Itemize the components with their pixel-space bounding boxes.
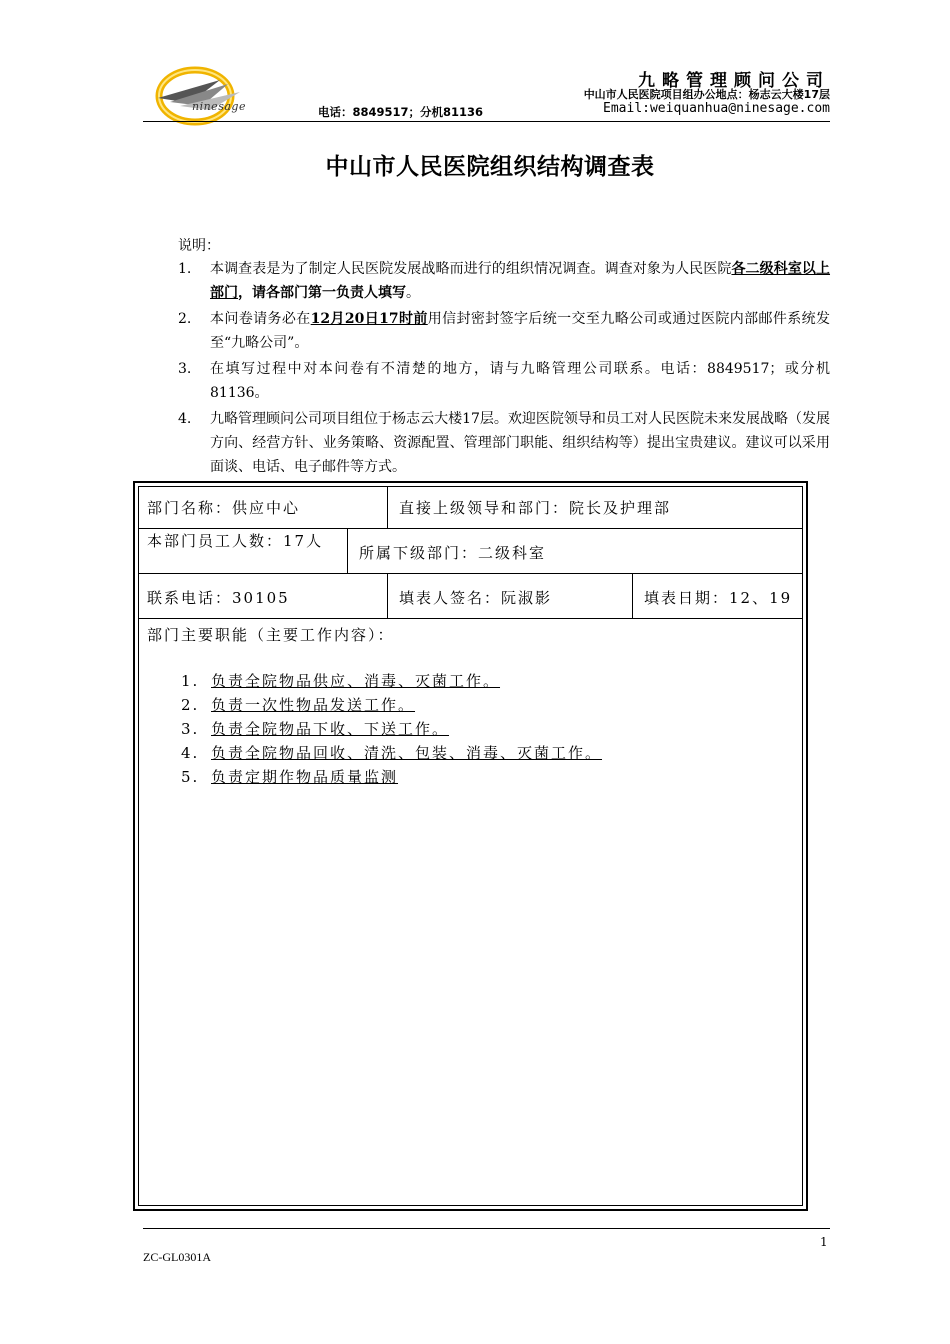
instructions-heading: 说明： [178,238,220,254]
page-title: 中山市人民医院组织结构调查表 [325,154,655,180]
office-address: 中山市人民医院项目组办公地点：杨志云大楼17层 [583,88,830,101]
header-phone: 电话：8849517；分机81136 [318,105,484,119]
header-divider [143,121,830,122]
instruction-number: 3. [178,361,192,377]
subordinate-field: 所属下级部门：二级科室 [359,544,547,562]
survey-form [133,481,808,1211]
instruction-item-2: 2. 本问卷请务必在12月20日17时前用信封密封签字后统一交至九略公司或通过医院内部邮件系统发至“九略公司”。 [178,307,830,355]
instruction-item-3: 3. 在填写过程中对本问卷有不清楚的地方，请与九略管理公司联系。电话：8849517；或分机81136。 [178,357,830,405]
instruction-item-1: 1. 本调查表是为了制定人民医院发展战略而进行的组织情况调查。调查对象为人民医院各二级科室以上部门，请各部门第一负责人填写。 [178,257,830,305]
fill-date-field: 填表日期：12、19 [644,589,793,607]
duty-item: 4. 负责全院物品回收、清洗、包装、消毒、灭菌工作。 [181,744,603,762]
instruction-number: 2. [178,311,192,327]
duty-item: 1. 负责全院物品供应、消毒、灭菌工作。 [181,672,501,690]
contact-phone-field: 联系电话：30105 [147,589,290,607]
ninesage-logo [150,58,265,128]
footer-divider [143,1228,830,1229]
dept-name-field: 部门名称：供应中心 [147,499,301,517]
duty-item: 5. 负责定期作物品质量监测 [181,768,399,786]
company-name: 九略管理顾问公司 [638,71,830,91]
staff-count-field: 本部门员工人数：17人 [147,532,324,550]
page-number: 1 [820,1235,828,1249]
instruction-number: 1. [178,261,192,277]
signer-field: 填表人签名：阮淑影 [399,589,553,607]
logo-text: ninesage [192,100,246,113]
duty-item: 2. 负责一次性物品发送工作。 [181,696,416,714]
duty-item: 3. 负责全院物品下收、下送工作。 [181,720,450,738]
duties-heading: 部门主要职能（主要工作内容）： [147,626,395,644]
instruction-number: 4. [178,411,192,427]
instruction-item-4: 4. 九略管理顾问公司项目组位于杨志云大楼17层。欢迎医院领导和员工对人民医院未来发展战略（发展方向、经营方针、业务策略、资源配置、管理部门职能、组织结构等）提出宝贵建议。建议可以采用面谈、电话、电子邮件等方式。 [178,407,830,479]
header-email: Email:weiquanhua@ninesage.com [603,101,830,116]
document-code: ZC-GL0301A [143,1250,211,1264]
superior-field: 直接上级领导和部门：院长及护理部 [399,499,672,517]
